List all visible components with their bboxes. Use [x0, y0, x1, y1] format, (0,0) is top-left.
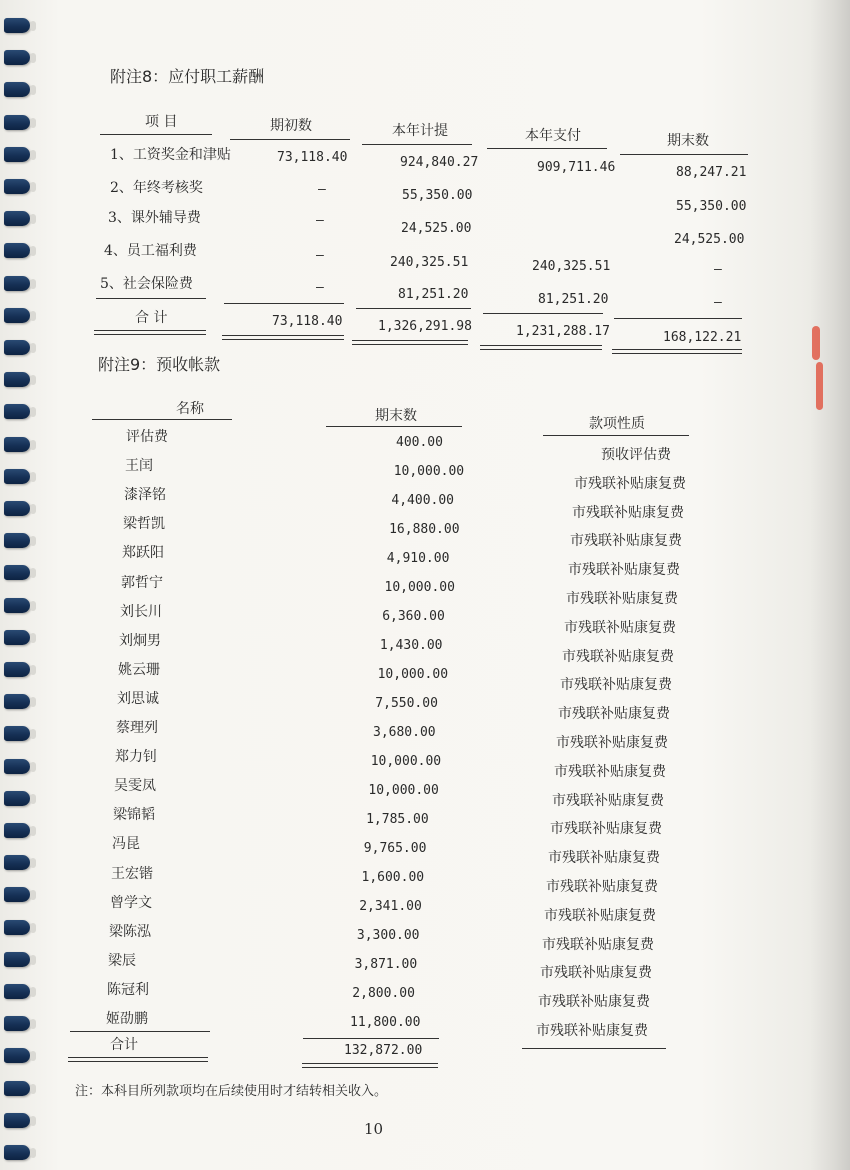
binding-ring	[4, 565, 30, 580]
note9-row-nature: 市残联补贴康复费	[538, 994, 650, 1011]
binding-hole	[30, 1051, 36, 1061]
binding-hole	[30, 118, 36, 128]
note8-header-rule	[487, 148, 607, 149]
note9-row-name: 刘长川	[120, 603, 162, 620]
note9-row-nature: 市残联补贴康复费	[564, 619, 676, 636]
binding-hole	[30, 440, 36, 450]
note8-row-item: 1、工资奖金和津贴	[110, 147, 231, 163]
note8-header-item: 项 目	[145, 114, 178, 130]
note9-row-name: 刘思诚	[117, 690, 159, 707]
note8-total-double-rule	[480, 345, 602, 350]
binding-hole	[30, 955, 36, 965]
note8-total-rule	[614, 318, 742, 319]
binding-ring	[4, 759, 30, 774]
note8-row-begin: –	[316, 213, 324, 228]
binding-ring	[4, 920, 30, 935]
note9-header-amount: 期末数	[375, 408, 417, 424]
note9-row-amount: 3,871.00	[354, 957, 418, 972]
binding-ring	[4, 50, 30, 65]
note9-row-nature: 市残联补贴康复费	[556, 735, 668, 751]
note9-total-rule	[70, 1031, 210, 1032]
binding-hole	[30, 568, 36, 578]
note9-row-nature: 市残联补贴康复费	[562, 648, 674, 665]
binding-ring	[4, 308, 30, 323]
binding-hole	[30, 375, 36, 385]
note9-row-nature: 市残联补贴康复费	[544, 907, 656, 924]
note9-row-name: 吴雯凤	[114, 778, 156, 795]
note9-row-name: 梁辰	[108, 952, 136, 969]
binding-ring	[4, 243, 30, 258]
note9-total-amount: 132,872.00	[344, 1043, 423, 1058]
note8-total-double-rule	[612, 349, 742, 354]
binding-hole	[30, 697, 36, 707]
binding-hole	[30, 214, 36, 224]
note9-row-nature: 市残联补贴康复费	[574, 475, 686, 492]
note9-row-nature: 市残联补贴康复费	[570, 533, 682, 550]
note8-row-accrued: 24,525.00	[401, 221, 472, 236]
note9-row-name: 王闰	[125, 458, 153, 475]
binding-hole	[30, 1019, 36, 1029]
note8-total-double-rule	[94, 330, 206, 335]
note8-row-end: –	[714, 262, 722, 277]
note8-row-begin: –	[316, 280, 324, 295]
note9-row-name: 蔡理列	[116, 720, 158, 736]
note9-row-name: 梁陈泓	[109, 923, 151, 940]
binding-hole	[30, 1084, 36, 1094]
binding-hole	[30, 53, 36, 63]
note9-header-name: 名称	[176, 401, 204, 417]
note9-row-name: 姬劭鹏	[106, 1011, 148, 1027]
note9-row-name: 梁锦韬	[113, 807, 155, 824]
note8-row-paid: 240,325.51	[532, 259, 611, 274]
binding-hole	[30, 633, 36, 643]
binding-ring	[4, 855, 30, 870]
note9-row-name: 梁哲凯	[123, 516, 165, 533]
note9-row-amount: 7,550.00	[375, 696, 438, 711]
note9-row-amount: 9,765.00	[363, 841, 427, 856]
note8-total-rule	[224, 303, 344, 304]
note8-row-begin: –	[316, 248, 324, 263]
note8-title: 附注8：应付职工薪酬	[110, 67, 265, 86]
note8-total-double-rule	[222, 335, 344, 340]
binding-ring	[4, 1145, 30, 1160]
binding-hole	[30, 1148, 36, 1158]
binding-hole	[30, 182, 36, 192]
binding-ring	[4, 469, 30, 484]
note9-row-name: 郑跃阳	[122, 545, 164, 562]
binding-hole	[30, 504, 36, 514]
note9-row-amount: 1,430.00	[379, 638, 443, 653]
note9-row-nature: 市残联补贴康复费	[566, 591, 678, 607]
binding-ring	[4, 952, 30, 967]
note8-row-accrued: 240,325.51	[390, 255, 469, 270]
note8-row-accrued: 55,350.00	[402, 188, 473, 203]
note9-row-nature: 市残联补贴康复费	[548, 850, 660, 867]
binding-hole	[30, 987, 36, 997]
binding-ring	[4, 887, 30, 902]
note9-header-nature: 款项性质	[589, 416, 645, 432]
note9-row-amount: 10,000.00	[370, 754, 442, 769]
note9-row-name: 郑力钊	[115, 749, 157, 766]
note8-row-item: 5、社会保险费	[100, 276, 193, 292]
note9-row-amount: 11,800.00	[350, 1015, 421, 1030]
binding-ring	[4, 147, 30, 162]
binding-ring	[4, 115, 30, 130]
note8-total-label: 合 计	[135, 310, 168, 326]
note8-header-rule	[100, 134, 212, 135]
binding-ring	[4, 1113, 30, 1128]
note8-row-accrued: 81,251.20	[398, 287, 469, 302]
binding-hole	[30, 729, 36, 739]
binding-hole	[30, 85, 36, 95]
note9-row-name: 郭哲宁	[121, 574, 163, 591]
binding-hole	[30, 150, 36, 160]
note8-header-rule	[620, 154, 748, 155]
binding-ring	[4, 404, 30, 419]
note8-row-accrued: 924,840.27	[400, 155, 479, 170]
note8-total-begin: 73,118.40	[272, 314, 343, 329]
note9-row-nature: 市残联补贴康复费	[536, 1023, 648, 1039]
binding-hole	[30, 472, 36, 482]
note9-row-nature: 预收评估费	[601, 447, 671, 463]
note8-row-paid: 81,251.20	[538, 292, 609, 307]
note9-row-nature: 市残联补贴康复费	[554, 763, 666, 780]
binding-ring	[4, 276, 30, 291]
binding-hole	[30, 407, 36, 417]
note9-row-nature: 市残联补贴康复费	[560, 677, 672, 694]
note8-row-paid: 909,711.46	[537, 160, 616, 175]
note8-header-paid: 本年支付	[525, 128, 581, 144]
note9-row-amount: 16,880.00	[389, 522, 460, 537]
note9-row-name: 刘炯男	[119, 632, 161, 649]
note9-total-rule	[522, 1048, 666, 1049]
note9-total-rule	[303, 1038, 439, 1039]
note8-header-rule	[362, 144, 472, 145]
binding-ring	[4, 501, 30, 516]
note9-row-amount: 10,000.00	[368, 783, 439, 798]
binding-ring	[4, 340, 30, 355]
note9-row-nature: 市残联补贴康复费	[568, 562, 680, 579]
note9-row-nature: 市残联补贴康复费	[558, 706, 670, 723]
note9-row-name: 冯昆	[112, 836, 140, 853]
binding-ring	[4, 372, 30, 387]
note9-row-name: 陈冠利	[107, 981, 149, 998]
binding-hole	[30, 1116, 36, 1126]
binding-ring	[4, 1048, 30, 1063]
note9-row-amount: 10,000.00	[393, 464, 465, 479]
binding-hole	[30, 923, 36, 933]
binding-hole	[30, 601, 36, 611]
note8-total-rule	[356, 308, 471, 309]
binding-hole	[30, 21, 36, 31]
binding-ring	[4, 211, 30, 226]
binding-hole	[30, 665, 36, 675]
note8-total-paid: 1,231,288.17	[516, 324, 610, 339]
binding-hole	[30, 246, 36, 256]
binding-ring	[4, 984, 30, 999]
note9-total-label: 合计	[110, 1037, 138, 1053]
note9-title: 附注9：预收帐款	[98, 355, 221, 374]
binding-hole	[30, 762, 36, 772]
note9-row-amount: 400.00	[396, 435, 443, 450]
note9-row-amount: 3,300.00	[356, 928, 420, 943]
note9-row-nature: 市残联补贴康复费	[546, 879, 658, 895]
note9-row-amount: 2,341.00	[359, 899, 422, 914]
binding-ring	[4, 823, 30, 838]
binding-ring	[4, 437, 30, 452]
binding-ring	[4, 598, 30, 613]
binding-hole	[30, 343, 36, 353]
note9-row-amount: 6,360.00	[382, 609, 445, 624]
binding-ring	[4, 1016, 30, 1031]
note8-header-accrued: 本年计提	[392, 123, 448, 139]
red-ink-mark	[812, 326, 820, 360]
note9-row-nature: 市残联补贴康复费	[572, 504, 684, 521]
note8-row-end: –	[714, 295, 722, 310]
binding-ring	[4, 791, 30, 806]
note9-header-rule	[92, 419, 232, 420]
note9-row-amount: 10,000.00	[377, 667, 449, 682]
binding-hole	[30, 858, 36, 868]
note8-total-rule	[96, 298, 206, 299]
note8-row-end: 55,350.00	[676, 199, 747, 214]
note9-row-amount: 4,400.00	[391, 493, 455, 508]
binding-ring	[4, 726, 30, 741]
note8-row-item: 2、年终考核奖	[110, 180, 203, 196]
note8-row-begin: –	[318, 182, 326, 197]
binding-ring	[4, 533, 30, 548]
binding-ring	[4, 694, 30, 709]
note8-header-rule	[230, 139, 350, 140]
binding-hole	[30, 890, 36, 900]
binding-ring	[4, 179, 30, 194]
binding-hole	[30, 279, 36, 289]
spiral-binding	[0, 0, 38, 1170]
binding-ring	[4, 630, 30, 645]
note9-row-amount: 1,785.00	[366, 812, 429, 827]
footnote: 注：本科目所列款项均在后续使用时才结转相关收入。	[75, 1084, 388, 1099]
binding-hole	[30, 536, 36, 546]
note8-row-end: 24,525.00	[674, 232, 745, 247]
note9-row-nature: 市残联补贴康复费	[540, 965, 652, 982]
note9-row-amount: 3,680.00	[373, 725, 436, 740]
note9-row-name: 曾学文	[110, 894, 152, 911]
note8-row-item: 3、课外辅导费	[108, 210, 201, 226]
red-ink-mark	[816, 362, 823, 410]
note9-row-name: 姚云珊	[118, 661, 160, 678]
binding-ring	[4, 82, 30, 97]
note9-row-nature: 市残联补贴康复费	[542, 936, 654, 953]
note8-header-begin: 期初数	[270, 118, 312, 134]
note8-header-end: 期末数	[667, 133, 709, 149]
note9-row-amount: 2,800.00	[352, 986, 415, 1001]
binding-hole	[30, 794, 36, 804]
binding-ring	[4, 18, 30, 33]
note9-row-nature: 市残联补贴康复费	[552, 792, 664, 809]
note9-row-name: 漆泽铭	[124, 487, 166, 504]
note9-total-double-rule	[68, 1057, 208, 1062]
note8-total-end: 168,122.21	[663, 330, 742, 345]
note9-row-amount: 1,600.00	[361, 870, 425, 885]
note8-total-accrued: 1,326,291.98	[378, 319, 472, 334]
note9-header-rule	[543, 435, 689, 436]
binding-ring	[4, 662, 30, 677]
note9-total-double-rule	[302, 1063, 438, 1068]
note9-header-rule	[326, 426, 462, 427]
note9-row-name: 评估费	[126, 429, 168, 445]
binding-hole	[30, 826, 36, 836]
binding-hole	[30, 311, 36, 321]
note8-total-double-rule	[352, 340, 468, 345]
note8-row-item: 4、员工福利费	[104, 243, 197, 259]
note8-row-begin: 73,118.40	[277, 150, 348, 165]
note9-row-name: 王宏锴	[111, 865, 153, 882]
note8-total-rule	[483, 313, 603, 314]
note9-row-amount: 10,000.00	[384, 580, 455, 595]
binding-ring	[4, 1081, 30, 1096]
note9-row-nature: 市残联补贴康复费	[550, 821, 662, 838]
note8-row-end: 88,247.21	[676, 165, 747, 180]
note9-row-amount: 4,910.00	[386, 551, 450, 566]
page-edge-shadow	[810, 0, 850, 1170]
page-number: 10	[364, 1120, 384, 1138]
